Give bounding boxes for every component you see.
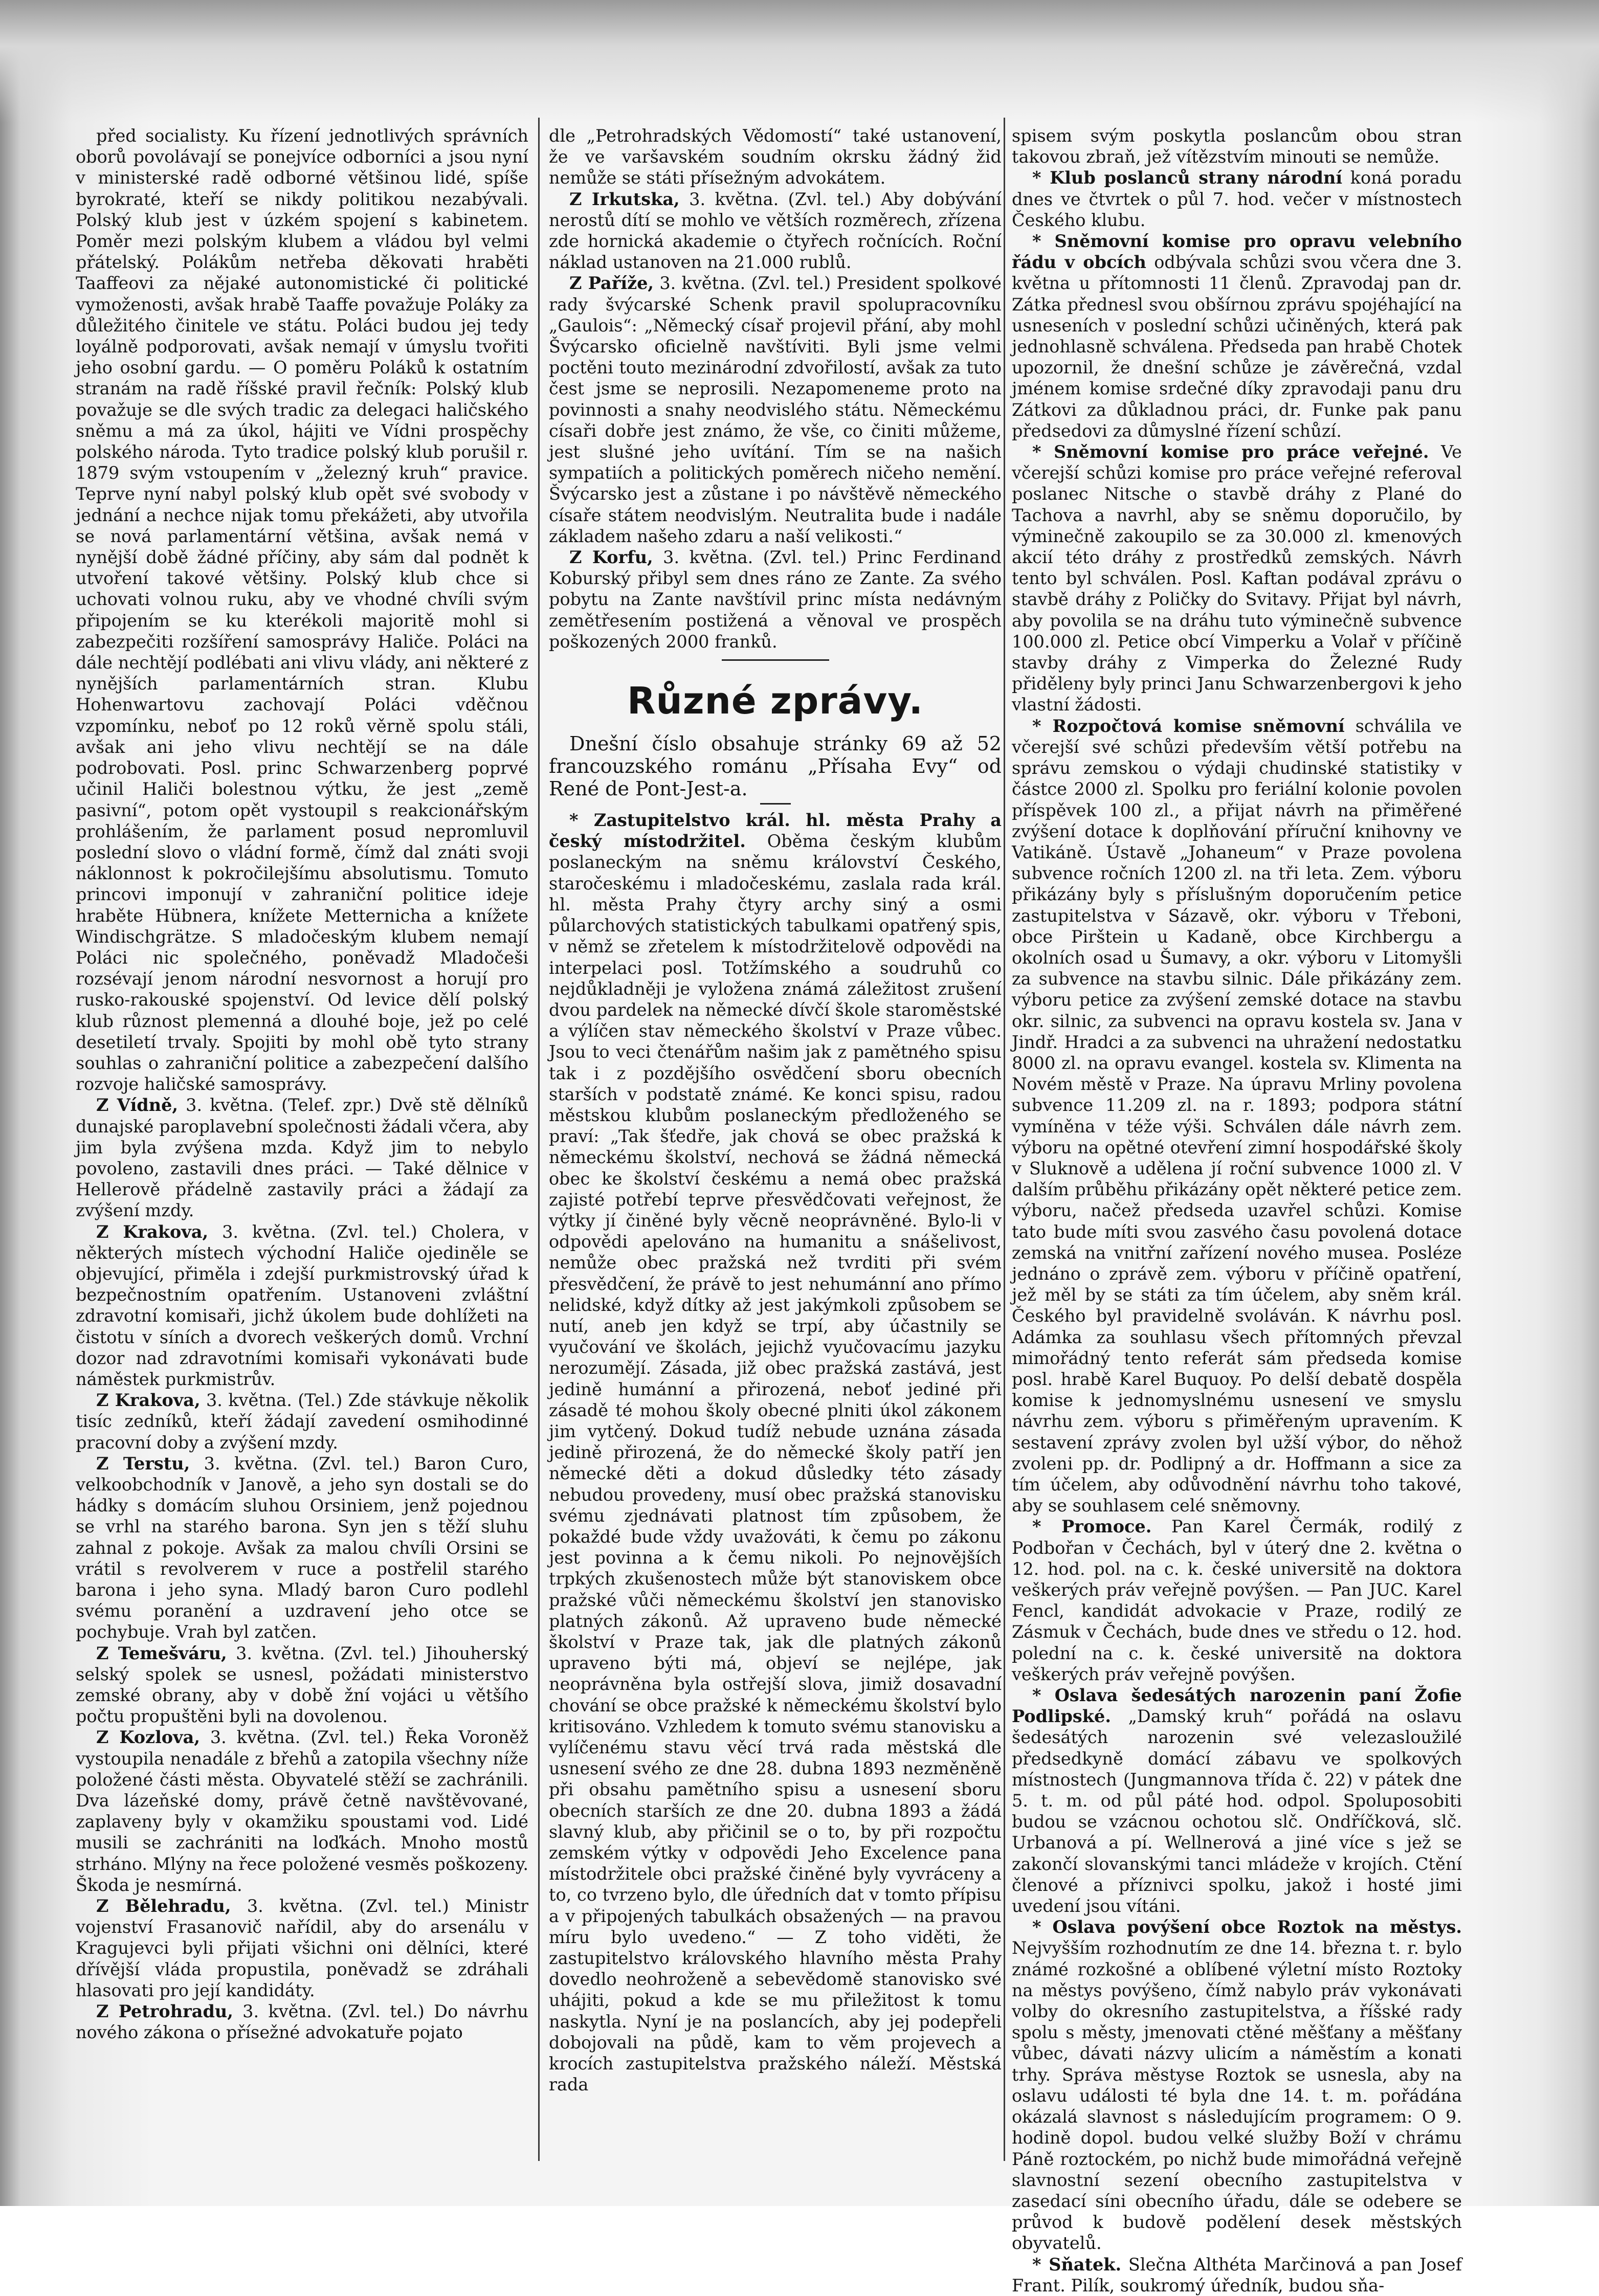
- article-heading: * Klub poslanců strany národní: [1032, 168, 1343, 188]
- section-divider: [722, 659, 829, 661]
- article-heading: * Promoce.: [1032, 1517, 1152, 1537]
- article-heading: * Sňatek.: [1032, 2254, 1122, 2275]
- notice-diet-commission: * Sněmovní komise pro opravu velebního řádu v obcích odbývala schůzi svou včera dne 3. května u přítomnosti 11 členů. Zpravodaj pan dr. Zátka přednesl svou obšírnou zprávu spojéhající na usneseních v poslední schůzi učiněných, která pak jednohlasně schválena. Předseda pan hrabě Chotek upozornil, že dnešní schůze je závěrečná, vzdal jménem komise srdečné díky zpravodaji panu dru Zátkovi za důkladnou práci, dr. Funke pak panu předsedovi za důmyslné řízení schůzí.: [1012, 231, 1462, 441]
- notice-novel: Dnešní číslo obsahuje stránky 69 až 52 francouzského románu „Přísaha Evy“ od René de Pont-Jest-a.: [549, 732, 1002, 800]
- dateline: Z Irkutska,: [569, 189, 680, 209]
- dateline: Z Korfu,: [569, 547, 653, 568]
- news-corfu: Z Korfu, 3. května. (Zvl. tel.) Princ Ferdinand Koburský přibyl sem dnes ráno ze Zante. Za svého pobytu na Zante navštívil princ místa nedávným zemětřesením postižená a věnoval ve prospěch poškozených 2000 franků.: [549, 547, 1002, 652]
- column-middle: [549, 125, 1002, 2164]
- column-divider: [1004, 118, 1005, 2161]
- article-heading: * Zastupitelstvo král. hl. města Prahy a český místodržitel.: [549, 810, 1002, 852]
- dateline: Z Krakova,: [96, 1390, 201, 1411]
- short-divider: [760, 803, 791, 805]
- notice-public-works: * Sněmovní komise pro práce veřejné. Ve včerejší schůzi komise pro práce veřejné referoval poslanec Nitsche o stavbě dráhy z Plané do Tachova a navrhl, aby se sněmu doporučilo, by výminečně zakoupilo se za 30.000 zl. kmenových akcií této dráhy z prostředků zemských. Návrh tento byl schválen. Posl. Kaftan podával zprávu o stavbě dráhy z Poličky do Svitavy. Přijat byl návrh, aby povolila se na dráhu tuto výminečně subvence 100.000 zl. Petice obcí Vimperku a Volař v příčině stavby dráhy z Vimperka do Železné Rudy přiděleny byly princi Janu Schwarzenbergovi k jeho vlastní žádosti.: [1012, 442, 1462, 715]
- dateline: Z Petrohradu,: [96, 2001, 233, 2022]
- article-polish-club: před socialisty. Ku řízení jednotlivých správních oborů povolávají se ponejvíce odborníci a jsou nyní v ministerské radě odborné většinou lidé, spíše byrokraté, kteří se nikdy politikou nezabývali. Polský klub jest v úzkém spojení s kabinetem. Poměr mezi polským klubem a vládou byl velmi přátelský. Polákům netřeba děkovati hraběti Taaffeovi za nějaké autonomistické či politické vymoženosti, avšak hrabě Taaffe považuje Poláky za důležitého činitele ve státu. Poláci budou jej tedy loyálně podporovati, avšak nemají v úmyslu tvořiti jeho osobní gardu. — O poměru Poláků k ostatním stranám na radě říšské pravil řečník: Polský klub považuje se dle svých tradic za delegaci haličského sněmu a má za úkol, hájiti ve Vídni prospěchy polského národa. Tyto tradice polský klub porušil r. 1879 svým vstoupením v „železný kruh“ pravice. Teprve nyní nabyl polský klub opět své svobody v jednání a nechce nijak tomu překážeti, aby utvořila se nová parlamentární většina, avšak nemá v nynější době žádné příčiny, aby sám dal podnět k utvoření takové většiny. Polský klub chce si uchovati volnou ruku, aby ve vhodné chvíli svým připojením se ku kterékoli majoritě mohl si zabezpečiti rozšíření samosprávy Haliče. Poláci na dále nechtějí podlébati ani vlivu vlády, ani některé z nynějších parlamentárních stran. Klubu Hohenwartovu zachovají Poláci vděčnou vzpomínku, neboť po 12 roků věrně spolu stáli, avšak ani jeho vlivu nechtějí se na dále podrobovati. Posl. princ Schwarzenberg poprvé učinil Haliči bolestnou výtku, že jest „země pasivní“, potom opět vystoupil s reakcionářským prohlášením, že parlament posud nepromluvil poslední slovo o vládní formě, čímž dal znáti svoji náklonnost k pokročilejšímu absolutismu. Tomuto princovi imponují v zahraniční politice ideje hraběte Hübnera, knížete Metternicha a knížete Windischgrätze. S mladočeským klubem nemají Poláci nic společného, poněvadž Mladočeši rozsévají jenom národní nesvornost a horují pro rusko-rakouské spojenství. Od levice dělí polský klub různost plemenná a dlouhé boje, jež po celé desetiletí trvaly. Spojiti by mohl obě tyto strany souhlas o zahraniční politice a zabezpečení dalšího rozvoje haličské samosprávy.: [76, 126, 528, 1095]
- notice-budget: * Rozpočtová komise sněmovní schválila ve včerejší své schůzi především větší potřebu na správu zemskou o výdaji chudinské statistiky v částce 2000 zl. Spolku pro feriální kolonie povolen příspěvek 100 zl., a přijat návrh na přiměřené zvýšení dotace k doplňování příruční knihovny ve Vatikáně. Ústavě „Johaneum“ v Praze povolena subvence ročních 1200 zl. na tři leta. Zem. výboru přikázány byly s příslušným doporučením petice zastupitelstva v Sázavě, okr. výboru v Třeboni, obce Pirštein u Kadaně, obce Kirchbergu a okolních osad u Šumavy, a okr. výboru v Litomyšli za subvence na stavbu silnic. Dále přikázány zem. výboru petice za zvýšení zemské dotace na stavbu okr. silnic, za subvenci na opravu kostela sv. Jana v Jindř. Hradci a za subvenci na uhražení nedostatku 8000 zl. na opravu evangel. kostela sv. Klimenta na Novém městě v Praze. Na úpravu Mrliny povolena subvence 11.209 zl. na r. 1893; podpora státní vymíněna v téže výši. Schválen dále návrh zem. výboru na opětné otevření zimní hospodářské školy v Sluknově a udělena jí roční subvence 1000 zl. V dalším průběhu přikázány opět některé petice zem. výboru, načež předseda uzavřel schůzi. Komise tato bude míti svou zasvého času povolená dotace zemská na vnitřní zařízení nového musea. Posléze jednáno o zprávě zem. výboru v příčině opatření, jež měl by se státi za tím účelem, aby sněm král. Českého byl pravidelně svoláván. K návrhu posl. Adámka za souhlasu všech přítomných převzal mimořádný tento referát sám předseda komise posl. hrabě Karel Buquoy. Po delší debatě dospěla komise k jednomyslnému usnesení ve smyslu návrhu zem. výboru s přiměřeným upravením. K sestavení zprávy zvolen byl užší výbor, do něhož zvoleni pp. dr. Podlipný a dr. Hoffmann a sice za tím účelem, aby odůvodnění návrhu toho takové, aby se souhlasem celé sněmovny.: [1012, 716, 1462, 1516]
- scan-shadow: [0, 0, 1599, 123]
- notice-national-club: * Klub poslanců strany národní koná poradu dnes ve čtvrtek o půl 7. hod. večer v místnostech Českého klubu.: [1012, 168, 1462, 230]
- news-petersburg-cont: dle „Petrohradských Vědomostí“ také ustanovení, že ve varšavském soudním okrsku žádný žid nemůže se státi přísežným advokátem.: [549, 126, 1002, 188]
- news-krakow-cholera: Z Krakova, 3. května. (Zvl. tel.) Cholera, v některých místech východní Haliče ojediněle se objevující, přiměla i zdejší purkmistrovský úřad k bezpečnostním opatřením. Ustanoveni zvláštní zdravotní komisaři, jichž úkolem bude dohlížeti na čistotu v síních a dvorech veškerých domů. Vrchní dozor nad zdravotními komisaři vykonávati bude náměstek purkmistrův.: [76, 1221, 528, 1389]
- news-vienna: Z Vídně, 3. května. (Telef. zpr.) Dvě stě dělníků dunajské paroplavební společnosti žádali včera, aby jim byla zvýšena mzda. Když jim to nebylo povoleno, zastavili dnes práci. — Také dělnice v Hellerově přádelně zastavily práci a žádají za zvýšení mzdy.: [76, 1095, 528, 1221]
- column-divider: [538, 118, 540, 2161]
- article-heading: * Sněmovní komise pro práce veřejné.: [1032, 442, 1429, 462]
- notice-promotion: * Promoce. Pan Karel Čermák, rodilý z Podbořan v Čechách, byl v úterý dne 2. května o 12. hod. pol. na c. k. české universitě na doktora veškerých práv veřejně povýšen. — Pan JUC. Karel Fencl, kandidát advokacie v Praze, rodilý ze Zásmuk v Čechách, bude dnes ve středu o 12. hod. polední na c. k. české universitě na doktora veškerých práv veřejně povýšen.: [1012, 1517, 1462, 1684]
- dateline: Z Terstu,: [96, 1453, 190, 1474]
- dateline: Z Bělehradu,: [96, 1896, 231, 1916]
- news-kozlov: Z Kozlova, 3. května. (Zvl. tel.) Řeka Voroněž vystoupila nenadále z břehů a zatopila všechny níže položené části města. Obyvatelé stěží se zachránili. Dva lázeňské domy, právě četně navštěvované, zaplaveny byly v okamžiku spoustami vod. Lidé musili se zachrániti na loďkách. Mnoho mostů strháno. Mlýny na řece položené vesměs poškozeny. Škoda je nesmírná.: [76, 1727, 528, 1895]
- news-trieste: Z Terstu, 3. května. (Zvl. tel.) Baron Curo, velkoobchodník v Janově, a jeho syn dostali se do hádky s domácím sluhou Orsiniem, jenž pojednou se vrhl na starého barona. Syn jen s těží sluhu zahnal z pokoje. Avšak za malou chvíli Orsini se vrátil s revolverem v ruce a postřelil starého barona i jeho syna. Mladý baron Curo podlehl svému poranění a uzdravení jeho otce se pochybuje. Vrah byl zatčen.: [76, 1453, 528, 1642]
- notice-birthday: * Oslava šedesátých narozenin paní Žofie Podlipské. „Damský kruh“ pořádá na oslavu šedesátých narozenin své velezasloužilé předsedkyně domácí zábavu ve spolkových místnostech (Jungmannova třída č. 22) v pátek dne 5. t. m. od půl páté hod. odpol. Spoluposobiti budou se vzácnou ochotou slč. Ondříčková, slč. Urbanová a pí. Wellnerová a jiné více s jež se zakončí slovanskými tanci mládeže v krojích. Ctění členové a příznivci spolku, jakož i hosté jimi uvedení jsou vítáni.: [1012, 1685, 1462, 1916]
- news-temesvar: Z Temešváru, 3. května. (Zvl. tel.) Jihouherský selský spolek se usnesl, požádati ministerstvo zemské obrany, aby v době žní vojáci u většího počtu propuštěni byli na dovolenou.: [76, 1643, 528, 1727]
- news-petersburg: Z Petrohradu, 3. května. (Zvl. tel.) Do návrhu nového zákona o přísežné advokatuře pojato: [76, 2001, 528, 2043]
- news-irkutsk: Z Irkutska, 3. května. (Zvl. tel.) Aby dobývání nerostů dítí se mohlo ve větších rozměrech, zřízena zde hornická akademie o čtyřech ročnících. Roční náklad ustanoven na 21.000 rublů.: [549, 189, 1002, 273]
- column-right: [1012, 125, 1462, 2295]
- article-heading: * Oslava povýšení obce Roztok na městys.: [1032, 1917, 1462, 1937]
- notice-roztoky: * Oslava povýšení obce Roztok na městys. Nejvyšším rozhodnutím ze dne 14. března t. r. bylo známé rozkošné a oblíbené výletní místo Roztoky na městys povýšeno, čímž nabylo práv vykonávati volby do okresního zastupitelstva, a říšské rady spolu s městy, jmenovati ctěné měšťany a měšťany vůbec, dávati názvy ulicím a náměstím a konati trhy. Správa městyse Roztok se usnesla, aby na oslavu události té byla dne 14. t. m. pořádána okázalá slavnost s následujícím programem: O 9. hodině dopol. budou velké služby Boží v chrámu Páně roztockém, po nichž bude mimořádná veřejně slavnostní sezení obecního zastupitelstva v zasedací síni obecního úřadu, dále se odebere se průvod k budově podělení desek městských obyvatelů.: [1012, 1917, 1462, 2254]
- dateline: Z Vídně,: [96, 1095, 179, 1116]
- news-krakow-strike: Z Krakova, 3. května. (Tel.) Zde stávkuje několik tisíc zedníků, kteří žádají zavedení osmihodinné pracovní doby a zvýšení mzdy.: [76, 1390, 528, 1453]
- article-prague-council: * Zastupitelstvo král. hl. města Prahy a český místodržitel. Oběma českým klubům poslaneckým na sněmu království Českého, staročeskému i mladočeskému, zaslala rada král. hl. města Prahy čtyry archy siný a osmi půlarchových statistických tabulkami opatřený spis, v němž se zřetelem k místodržitelově odpovědi na interpelaci posl. Totžímského a soudruhů co nejdůkladněji je vyložena známá záležitost zrušení dvou pardelek na německé dívčí škole staroměstské a výlíčen stav německého školství v Praze vůbec. Jsou to veci čtenářům našim jak z pamětného spisu tak i z pozdějšího osvědčení sboru obecních starších v podstatě známé. Ke konci spisu, radou městskou klubům poslaneckým předloženého se praví: „Tak šťedře, jak chová se obec pražská k německému školství, nechová se žádná německá obec ke školství českému a nemá obec pražská zajisté potřebí teprve přesvědčovati veřejnost, že výtky jí činěné byly věcně neoprávněné. Bylo-li v odpovědi apelováno na humanitu a snášelivost, nemůže obec pražská než tvrditi při svém přesvědčení, že právě to jest nehumánní ano přímo nelidské, když dítky až jest jakýmkoli způsobem se nutí, aneb jen když se trpí, aby účastnily se vyučování ve školách, jejichž vyučovacímu jazyku nerozumějí. Zásada, již obec pražská zastává, jest jedině humánní a přirozená, neboť jediné při zásadě té mohou školy obecné plniti úkol zákonem jim vytčený. Dokud tudíž nebude uznána zásada jedině přirozená, že do německé školy patří jen německé děti a dokud důsledky této zásady nebudou provedeny, musí obec pražská stanovisku svému zjednávati platnost tím způsobem, že pokaždé bude vždy uvažováti, k čemu po zákonu jest povinna a k čemu nikoli. Po nejnovějších trpkých zkušenostech může být stanoviskem obce pražské vůči německému školství jen stanovisko platných zákonů. Až upraveno bude německé školství v Praze tak, jak dle platných zákonů upraveno býti má, objeví se nejlépe, jak neoprávněna byla ostřejší slova, jimiž dosavadní chování se obce pražské k německému školství bylo kritisováno. Vzhledem k tomuto svému stanovisku a vylíčenému stavu věcí trvá rada městská dle usnesení svého ze dne 28. dubna 1893 nezměněně při obsahu pamětního spisu a usnesení sboru obecních starších ze dne 20. dubna 1893 a žádá slavný klub, aby přičinil se o to, by při rozpočtu zemském výtky v odpovědi Jeho Excelence pana místodržitele obci pražské činěné byly vyvráceny a to, co tvrzeno bylo, dle úředních dat v tomto přípisu a v připojených tabulkách obsažených — na pravou míru bylo uvedeno.“ — Z toho viděti, že zastupitelstvo královského hlavního města Prahy dovedlo neohroženě a sebevědomě stanovisko své uhájiti, pokud a kde se mu přiležitost k tomu naskytla. Nyní je na poslancích, aby jej podepřeli dobojovali na půdě, kam to věm projevech a krocích zastupitelstva pražského náleží. Městská rada: [549, 810, 1002, 2095]
- article-heading: * Rozpočtová komise sněmovní: [1032, 716, 1345, 736]
- article-council-cont: spisem svým poskytla poslancům obou stran takovou zbraň, jež vítězstvím minouti se nemůže.: [1012, 126, 1462, 167]
- dateline: Z Temešváru,: [96, 1643, 227, 1663]
- notice-wedding: * Sňatek. Slečna Althéta Marčinová a pan Josef Frant. Pilík, soukromý úředník, budou sňa-: [1012, 2254, 1462, 2295]
- dateline: Z Kozlova,: [96, 1727, 200, 1748]
- column-left: [76, 125, 528, 2164]
- dateline: Z Paříže,: [569, 273, 654, 294]
- section-heading: Různé zprávy.: [627, 679, 923, 723]
- dateline: Z Krakova,: [96, 1221, 209, 1242]
- article-heading: * Sněmovní komise pro opravu velebního řádu v obcích: [1012, 231, 1462, 273]
- article-heading: * Oslava šedesátých narozenin paní Žofie Podlipské.: [1012, 1685, 1462, 1727]
- news-paris: Z Paříže, 3. května. (Zvl. tel.) President spolkové rady švýcarské Schenk pravil spolupracovníku „Gaulois“: „Německý císař projevil přání, aby mohl Švýcarsko oficielně navštíviti. Byli jsme velmi poctěni touto mezinárodní zdvořilostí, avšak za tuto čest jsme se neprosili. Nezapomeneme proto na povinnosti a snahy neodvislého státu. Německému císaři dobře jest známo, že vše, co činiti můžeme, jest slušné jeho uvítání. Tím se na našich sympatiích a politických poměrech ničeho nemění. Švýcarsko jest a zůstane i po návštěvě německého císaře státem neodvislým. Neutralita bude i nadále základem našeho zdaru a naší velikosti.“: [549, 273, 1002, 546]
- news-belgrade: Z Bělehradu, 3. května. (Zvl. tel.) Ministr vojenství Frasanovič nařídil, aby do arsenálu v Kragujevci byli přijati všichni oni dělníci, které dřívější vláda propustila, poněvadž se zdráhali hlasovati pro její kandidáty.: [76, 1896, 528, 2000]
